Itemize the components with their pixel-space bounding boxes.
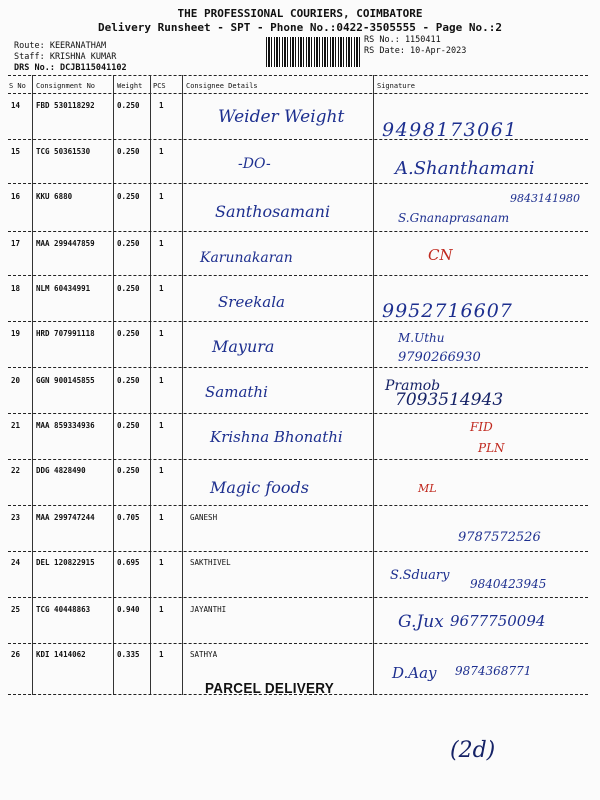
rs-date: RS Date: 10-Apr-2023 xyxy=(364,46,467,56)
row-consignment: DEL 120822915 xyxy=(36,558,95,567)
col-divider xyxy=(32,75,33,695)
row-consignment: FBD 530118292 xyxy=(36,101,95,110)
drs-number: DRS No.: DCJB115041102 xyxy=(14,63,127,73)
row-sno: 23 xyxy=(11,513,21,522)
row-sno: 15 xyxy=(11,147,21,156)
row-consignment: NLM 60434991 xyxy=(36,284,91,293)
route-label: Route: KEERANATHAM xyxy=(14,41,107,51)
row-consignment: GGN 900145855 xyxy=(36,376,95,385)
row-weight: 0.250 xyxy=(117,101,140,110)
row-signature: Pramob xyxy=(385,378,441,394)
col-consignee: Consignee Details xyxy=(186,82,258,90)
row-weight: 0.250 xyxy=(117,284,140,293)
row-sno: 16 xyxy=(11,192,21,201)
row-consignment: KDI 1414062 xyxy=(36,650,86,659)
table-top-rule xyxy=(8,75,588,76)
row-sno: 26 xyxy=(11,650,21,659)
row-consignee: JAYANTHI xyxy=(190,605,227,614)
row-consignee: SATHYA xyxy=(190,650,218,659)
row-signature: 9787572526 xyxy=(458,530,541,545)
row-pcs: 1 xyxy=(159,513,164,522)
table-header-rule xyxy=(8,93,588,94)
row-phone: 9790266930 xyxy=(398,350,481,365)
row-consignee-handwritten: Sreekala xyxy=(218,293,285,311)
row-weight: 0.695 xyxy=(117,558,140,567)
row-weight: 0.250 xyxy=(117,192,140,201)
row-sno: 21 xyxy=(11,421,21,430)
row-sno: 24 xyxy=(11,558,21,567)
row-consignee-handwritten: Santhosamani xyxy=(215,202,331,221)
col-divider xyxy=(373,75,374,695)
col-pcs: PCS xyxy=(153,82,166,90)
row-weight: 0.250 xyxy=(117,239,140,248)
row-consignee-handwritten: Krishna Bhonathi xyxy=(210,428,343,446)
row-sno: 17 xyxy=(11,239,21,248)
row-consignment: KKU 6880 xyxy=(36,192,73,201)
row-consignee: GANESH xyxy=(190,513,218,522)
row-weight: 0.250 xyxy=(117,466,140,475)
company-title: THE PROFESSIONAL COURIERS, COIMBATORE xyxy=(177,7,423,20)
row-consignee-handwritten: -DO- xyxy=(238,156,271,172)
row-phone: 9874368771 xyxy=(455,664,532,678)
col-signature: Signature xyxy=(377,82,415,90)
row-phone: 9677750094 xyxy=(450,612,546,630)
row-signature: 9952716607 xyxy=(382,300,513,322)
row-rule xyxy=(8,275,588,276)
row-pcs: 1 xyxy=(159,284,164,293)
row-rule xyxy=(8,505,588,506)
row-pcs: 1 xyxy=(159,376,164,385)
row-sno: 25 xyxy=(11,605,21,614)
row-signature: S.Sduary xyxy=(390,568,450,583)
col-sno: S No xyxy=(9,82,26,90)
row-consignee-handwritten: Mayura xyxy=(212,337,275,356)
row-weight: 0.705 xyxy=(117,513,140,522)
row-pcs: 1 xyxy=(159,239,164,248)
row-phone: 7093514943 xyxy=(395,390,504,410)
row-weight: 0.250 xyxy=(117,147,140,156)
col-consignment: Consignment No xyxy=(36,82,96,90)
row-pcs: 1 xyxy=(159,421,164,430)
row-sno: 20 xyxy=(11,376,21,385)
row-pcs: 1 xyxy=(159,101,164,110)
row-pcs: 1 xyxy=(159,147,164,156)
row-rule xyxy=(8,183,588,184)
row-signature: ML xyxy=(418,482,437,495)
row-pcs: 1 xyxy=(159,466,164,475)
row-phone: 9840423945 xyxy=(470,577,547,591)
row-signature: FID xyxy=(470,420,493,434)
row-consignment: TCG 40448863 xyxy=(36,605,91,614)
row-weight: 0.250 xyxy=(117,329,140,338)
row-consignee-handwritten: Weider Weight xyxy=(218,107,345,127)
row-consignee: SAKTHIVEL xyxy=(190,558,231,567)
row-pcs: 1 xyxy=(159,558,164,567)
staff-label: Staff: KRISHNA KUMAR xyxy=(14,52,117,62)
row-pcs: 1 xyxy=(159,650,164,659)
parcel-delivery-stamp: PARCEL DELIVERY xyxy=(205,680,335,697)
row-rule xyxy=(8,551,588,552)
row-sno: 19 xyxy=(11,329,21,338)
row-pcs: 1 xyxy=(159,192,164,201)
col-divider xyxy=(150,75,151,695)
row-signature-extra: PLN xyxy=(478,441,505,455)
row-signature: A.Shanthamani xyxy=(395,158,535,179)
barcode xyxy=(266,37,360,67)
row-weight: 0.335 xyxy=(117,650,140,659)
row-weight: 0.250 xyxy=(117,421,140,430)
row-consignment: HRD 707991118 xyxy=(36,329,95,338)
col-weight: Weight xyxy=(117,82,143,90)
row-consignee-handwritten: Magic foods xyxy=(210,478,309,497)
row-phone: 9843141980 xyxy=(510,192,580,205)
row-weight: 0.250 xyxy=(117,376,140,385)
col-divider xyxy=(182,75,183,695)
row-consignment: DDG 4828490 xyxy=(36,466,86,475)
row-rule xyxy=(8,459,588,460)
row-signature: M.Uthu xyxy=(398,331,445,345)
row-consignment: MAA 299747244 xyxy=(36,513,95,522)
rs-number: RS No.: 1150411 xyxy=(364,35,441,45)
footer-handwritten-mark: (2d) xyxy=(450,738,496,763)
row-rule xyxy=(8,367,588,368)
row-signature: S.Gnanaprasanam xyxy=(398,211,510,225)
row-signature: D.Aay xyxy=(392,664,437,682)
row-consignment: TCG 50361530 xyxy=(36,147,91,156)
col-divider xyxy=(113,75,114,695)
row-rule xyxy=(8,413,588,414)
row-pcs: 1 xyxy=(159,329,164,338)
row-signature: 9498173061 xyxy=(382,119,518,141)
row-pcs: 1 xyxy=(159,605,164,614)
row-signature: G.Jux xyxy=(398,612,444,632)
row-sno: 18 xyxy=(11,284,21,293)
row-sno: 14 xyxy=(11,101,21,110)
runsheet-subtitle: Delivery Runsheet - SPT - Phone No.:0422-3505555 - Page No.:2 xyxy=(98,21,502,34)
row-consignee-handwritten: Karunakaran xyxy=(200,250,293,266)
row-consignment: MAA 859334936 xyxy=(36,421,95,430)
row-weight: 0.940 xyxy=(117,605,140,614)
row-signature: CN xyxy=(428,246,453,264)
row-sno: 22 xyxy=(11,466,21,475)
row-consignee-handwritten: Samathi xyxy=(205,383,268,401)
row-rule xyxy=(8,643,588,644)
row-rule xyxy=(8,231,588,232)
row-rule xyxy=(8,597,588,598)
row-consignment: MAA 299447859 xyxy=(36,239,95,248)
